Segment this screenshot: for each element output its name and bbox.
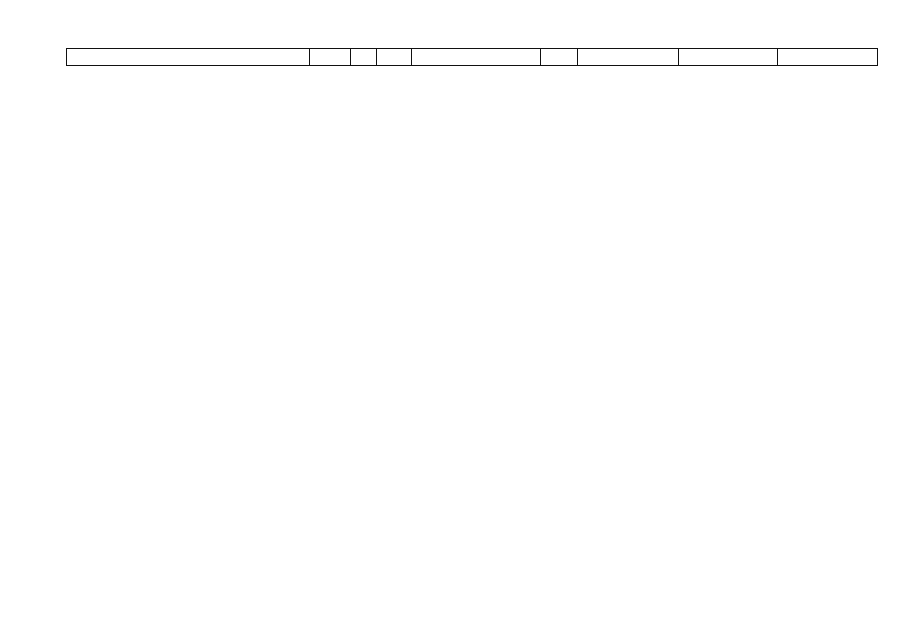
header-2019 [679, 49, 778, 65]
header-2020 [778, 49, 877, 65]
header-csr [412, 49, 541, 65]
header-vr [541, 49, 578, 65]
header-2018 [578, 49, 679, 65]
header-pr [377, 49, 412, 65]
header-name [67, 49, 310, 65]
header-ved [310, 49, 351, 65]
table-header [66, 48, 878, 66]
header-rz [351, 49, 377, 65]
